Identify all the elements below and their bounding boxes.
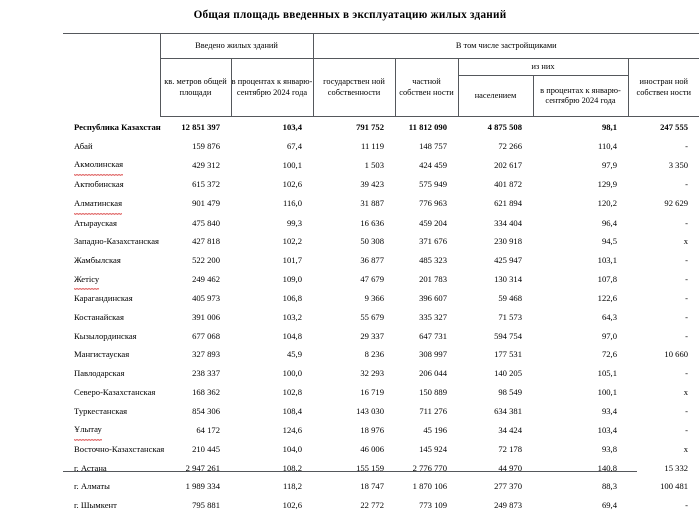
cell-pct_to_jan_sep_2024: 102,2 [282, 236, 302, 247]
cell-state_ownership: 31 887 [360, 198, 384, 209]
cell-sq_meters: 427 818 [192, 236, 220, 247]
cell-population_pct: 107,8 [597, 274, 617, 285]
cell-population_pct: 122,6 [597, 293, 617, 304]
table-row [63, 477, 699, 496]
cell-pct_to_jan_sep_2024: 100,1 [282, 159, 302, 170]
cell-state_ownership: 9 366 [364, 293, 384, 304]
cell-population: 59 468 [498, 293, 522, 304]
header-col-state-ownership: государствен ной собственности [313, 59, 395, 117]
cell-state_ownership: 11 119 [361, 140, 384, 151]
cell-pct_to_jan_sep_2024: 104,0 [282, 443, 302, 454]
cell-population_pct: 97,9 [601, 159, 617, 170]
cell-population: 177 531 [494, 349, 522, 360]
cell-pct_to_jan_sep_2024: 102,6 [282, 179, 302, 190]
cell-population_pct: 93,4 [601, 405, 617, 416]
cell-population_pct: 69,4 [601, 500, 617, 511]
header-col-population: населением [458, 76, 533, 117]
cell-sq_meters: 901 479 [192, 198, 220, 209]
cell-pct_to_jan_sep_2024: 118,2 [282, 481, 302, 492]
cell-foreign_ownership: 100 481 [660, 481, 689, 492]
row-region-name: Карагандинская [74, 293, 133, 304]
header-col-private-ownership: частной собствен ности [395, 59, 458, 117]
cell-private_ownership: 776 963 [419, 198, 447, 209]
cell-pct_to_jan_sep_2024: 101,7 [282, 254, 302, 265]
cell-population: 98 549 [498, 386, 522, 397]
cell-foreign_ownership: 10 660 [664, 349, 689, 360]
cell-foreign_ownership: - [685, 293, 689, 304]
cell-private_ownership: 308 997 [419, 349, 447, 360]
cell-population_pct: 120,2 [597, 198, 617, 209]
cell-foreign_ownership: 15 332 [664, 462, 689, 473]
cell-population: 34 424 [498, 424, 522, 435]
cell-pct_to_jan_sep_2024: 102,6 [282, 500, 302, 511]
cell-population_pct: 93,8 [601, 443, 617, 454]
table-row [63, 232, 699, 251]
table-row [63, 270, 699, 290]
table-row [63, 364, 699, 383]
row-region-name: Павлодарская [74, 368, 125, 379]
row-region-name: Мангистауская [74, 349, 130, 360]
cell-pct_to_jan_sep_2024: 108,2 [282, 462, 302, 473]
cell-pct_to_jan_sep_2024: 109,0 [282, 274, 302, 285]
cell-private_ownership: 711 276 [419, 405, 447, 416]
cell-state_ownership: 39 423 [360, 179, 384, 190]
cell-sq_meters: 405 973 [192, 293, 220, 304]
header-col-population-pct: в процентах к январю-сентябрю 2024 года [533, 76, 628, 117]
cell-state_ownership: 29 337 [360, 330, 384, 341]
row-region-name: Кызылординская [74, 330, 137, 341]
cell-foreign_ownership: - [685, 274, 689, 285]
spellcheck-underline: Акмолинская [74, 155, 123, 175]
cell-state_ownership: 36 877 [360, 254, 384, 265]
cell-pct_to_jan_sep_2024: 67,4 [286, 140, 302, 151]
cell-sq_meters: 327 893 [192, 349, 220, 360]
cell-private_ownership: 647 731 [419, 330, 447, 341]
cell-population_pct: 98,1 [601, 122, 617, 132]
cell-foreign_ownership: x [683, 386, 689, 397]
cell-foreign_ownership: - [685, 217, 689, 228]
cell-pct_to_jan_sep_2024: 103,4 [282, 122, 302, 132]
cell-sq_meters: 238 337 [192, 368, 220, 379]
table-row [63, 214, 699, 233]
row-region-name: Туркестанская [74, 405, 128, 416]
table-row [63, 345, 699, 364]
cell-sq_meters: 159 876 [192, 140, 220, 151]
cell-pct_to_jan_sep_2024: 104,8 [282, 330, 302, 341]
table-row [63, 137, 699, 156]
cell-state_ownership: 1 503 [364, 159, 384, 170]
cell-foreign_ownership: - [685, 254, 689, 265]
cell-state_ownership: 22 772 [360, 500, 384, 511]
row-region-name [63, 194, 160, 214]
table-row [63, 175, 699, 194]
cell-population: 594 754 [494, 330, 522, 341]
cell-sq_meters: 249 462 [192, 274, 220, 285]
cell-population_pct: 97,0 [601, 330, 617, 341]
cell-population_pct: 100,1 [597, 386, 617, 397]
cell-private_ownership: 45 196 [423, 424, 447, 435]
table-row [63, 459, 699, 478]
cell-state_ownership: 18 747 [360, 481, 384, 492]
statistics-table [63, 33, 699, 515]
cell-private_ownership: 2 776 770 [412, 462, 447, 473]
cell-private_ownership: 371 676 [419, 236, 447, 247]
cell-population_pct: 94,5 [601, 236, 617, 247]
cell-state_ownership: 16 719 [360, 386, 384, 397]
cell-private_ownership: 1 870 106 [412, 481, 447, 492]
row-region-name [63, 155, 160, 175]
cell-population: 130 314 [494, 274, 522, 285]
row-region-name: Абай [74, 140, 93, 151]
cell-sq_meters: 854 306 [192, 405, 220, 416]
cell-pct_to_jan_sep_2024: 116,0 [282, 198, 302, 209]
cell-foreign_ownership: - [685, 179, 689, 190]
table-row [63, 289, 699, 308]
cell-population: 230 918 [494, 236, 522, 247]
cell-private_ownership: 145 924 [419, 443, 447, 454]
row-region-name: г. Шымкент [74, 500, 117, 511]
table-row [63, 308, 699, 327]
cell-sq_meters: 391 006 [192, 312, 220, 323]
cell-population: 72 178 [498, 443, 522, 454]
cell-population_pct: 110,4 [597, 140, 617, 151]
cell-population: 202 617 [494, 159, 522, 170]
cell-population: 140 205 [494, 368, 522, 379]
table-row [63, 496, 699, 515]
cell-private_ownership: 201 783 [419, 274, 447, 285]
row-region-name [63, 270, 160, 290]
cell-state_ownership: 155 159 [356, 462, 384, 473]
cell-population_pct: 103,1 [597, 254, 617, 265]
cell-state_ownership: 791 752 [356, 122, 384, 132]
cell-private_ownership: 459 204 [419, 217, 447, 228]
cell-population_pct: 103,4 [597, 424, 617, 435]
cell-foreign_ownership: - [685, 330, 689, 341]
cell-foreign_ownership: 3 350 [668, 159, 689, 170]
cell-population_pct: 72,6 [601, 349, 617, 360]
cell-private_ownership: 773 109 [419, 500, 447, 511]
cell-pct_to_jan_sep_2024: 100,0 [282, 368, 302, 379]
cell-foreign_ownership: x [683, 443, 689, 454]
cell-pct_to_jan_sep_2024: 108,4 [282, 405, 302, 416]
row-region-name [63, 420, 160, 440]
cell-state_ownership: 143 030 [356, 405, 384, 416]
table-row [63, 420, 699, 440]
cell-sq_meters: 64 172 [196, 424, 220, 435]
cell-private_ownership: 148 757 [419, 140, 447, 151]
cell-sq_meters: 168 362 [192, 386, 220, 397]
spellcheck-underline: Жетісу [74, 270, 99, 290]
header-group-introduced: Введено жилых зданий [160, 34, 313, 59]
statistics-table-container [63, 33, 692, 515]
cell-private_ownership: 485 323 [419, 254, 447, 265]
cell-pct_to_jan_sep_2024: 45,9 [286, 349, 302, 360]
row-region-name: г. Алматы [74, 481, 110, 492]
cell-sq_meters: 522 200 [192, 254, 220, 265]
header-region-corner [63, 34, 160, 117]
cell-population: 72 266 [498, 140, 522, 151]
cell-state_ownership: 18 976 [360, 424, 384, 435]
cell-foreign_ownership: - [685, 368, 689, 379]
cell-population: 4 875 508 [487, 122, 522, 132]
cell-population: 249 873 [494, 500, 522, 511]
cell-sq_meters: 615 372 [192, 179, 220, 190]
cell-population_pct: 140,8 [597, 462, 617, 473]
cell-state_ownership: 46 006 [360, 443, 384, 454]
cell-sq_meters: 677 068 [192, 330, 220, 341]
cell-population: 277 370 [494, 481, 522, 492]
table-header [63, 34, 699, 117]
cell-population: 621 894 [494, 198, 522, 209]
cell-population: 634 381 [494, 405, 522, 416]
cell-state_ownership: 32 293 [360, 368, 384, 379]
cell-private_ownership: 150 889 [419, 386, 447, 397]
table-row [63, 327, 699, 346]
cell-sq_meters: 2 947 261 [185, 462, 220, 473]
cell-population: 401 872 [494, 179, 522, 190]
row-region-name: Северо-Казахстанская [74, 386, 156, 397]
table-row [63, 440, 699, 459]
cell-population_pct: 105,1 [597, 368, 617, 379]
cell-population: 425 947 [494, 254, 522, 265]
cell-foreign_ownership: - [685, 140, 689, 151]
page-title: Общая площадь введенных в эксплуатацию жилых зданий [193, 9, 507, 21]
cell-sq_meters: 475 840 [192, 217, 220, 228]
header-col-pct-to-jan-sep-2024: в процентах к январю-сентябрю 2024 года [231, 59, 313, 117]
cell-population: 71 573 [498, 312, 522, 323]
table-row [63, 402, 699, 421]
header-col-foreign-ownership: иностран ной собствен ности [628, 59, 699, 117]
cell-sq_meters: 210 445 [192, 443, 220, 454]
row-region-name: Актюбинская [74, 179, 124, 190]
cell-state_ownership: 16 636 [360, 217, 384, 228]
cell-sq_meters: 795 881 [192, 500, 220, 511]
header-col-sq-meters: кв. метров общей площади [160, 59, 231, 117]
cell-pct_to_jan_sep_2024: 124,6 [282, 424, 302, 435]
header-subgroup-of-which: из них [458, 59, 628, 76]
cell-population: 44 970 [498, 462, 522, 473]
table-body [63, 117, 699, 515]
table-row [63, 117, 699, 137]
cell-state_ownership: 50 308 [360, 236, 384, 247]
spellcheck-underline: Ұлытау [74, 420, 102, 440]
row-region-name: Жамбылская [74, 254, 121, 265]
cell-private_ownership: 206 044 [419, 368, 447, 379]
table-row [63, 251, 699, 270]
cell-pct_to_jan_sep_2024: 103,2 [282, 312, 302, 323]
cell-population_pct: 64,3 [601, 312, 617, 323]
cell-foreign_ownership: - [685, 405, 689, 416]
row-region-name: г. Астана [74, 462, 107, 473]
cell-state_ownership: 47 679 [360, 274, 384, 285]
cell-private_ownership: 424 459 [419, 159, 447, 170]
cell-population: 334 404 [494, 217, 522, 228]
cell-foreign_ownership: 247 555 [660, 122, 689, 132]
row-region-name: Восточно-Казахстанская [74, 443, 165, 454]
table-row [63, 383, 699, 402]
cell-foreign_ownership: - [685, 500, 689, 511]
table-row [63, 155, 699, 175]
row-region-name: Костанайская [74, 312, 124, 323]
table-bottom-rule [63, 471, 637, 472]
cell-sq_meters: 429 312 [192, 159, 220, 170]
cell-population_pct: 96,4 [601, 217, 617, 228]
row-region-name: Западно-Казахстанская [74, 236, 159, 247]
header-group-by-developers: В том числе застройщиками [313, 34, 699, 59]
cell-private_ownership: 11 812 090 [408, 122, 447, 132]
cell-sq_meters: 1 989 334 [185, 481, 220, 492]
spellcheck-underline: Алматинская [74, 194, 122, 214]
cell-pct_to_jan_sep_2024: 99,3 [286, 217, 302, 228]
cell-sq_meters: 12 851 397 [181, 122, 220, 132]
cell-private_ownership: 575 949 [419, 179, 447, 190]
cell-pct_to_jan_sep_2024: 102,8 [282, 386, 302, 397]
cell-pct_to_jan_sep_2024: 106,8 [282, 293, 302, 304]
cell-foreign_ownership: - [685, 312, 689, 323]
cell-foreign_ownership: - [685, 424, 689, 435]
cell-state_ownership: 8 236 [364, 349, 384, 360]
row-region-name: Атырауская [74, 217, 117, 228]
cell-state_ownership: 55 679 [360, 312, 384, 323]
cell-population_pct: 88,3 [601, 481, 617, 492]
table-row [63, 194, 699, 214]
cell-foreign_ownership: x [683, 236, 689, 247]
row-region-name: Республика Казахстан [74, 121, 161, 132]
cell-private_ownership: 396 607 [419, 293, 447, 304]
cell-foreign_ownership: 92 629 [664, 198, 689, 209]
cell-population_pct: 129,9 [597, 179, 617, 190]
cell-private_ownership: 335 327 [419, 312, 447, 323]
